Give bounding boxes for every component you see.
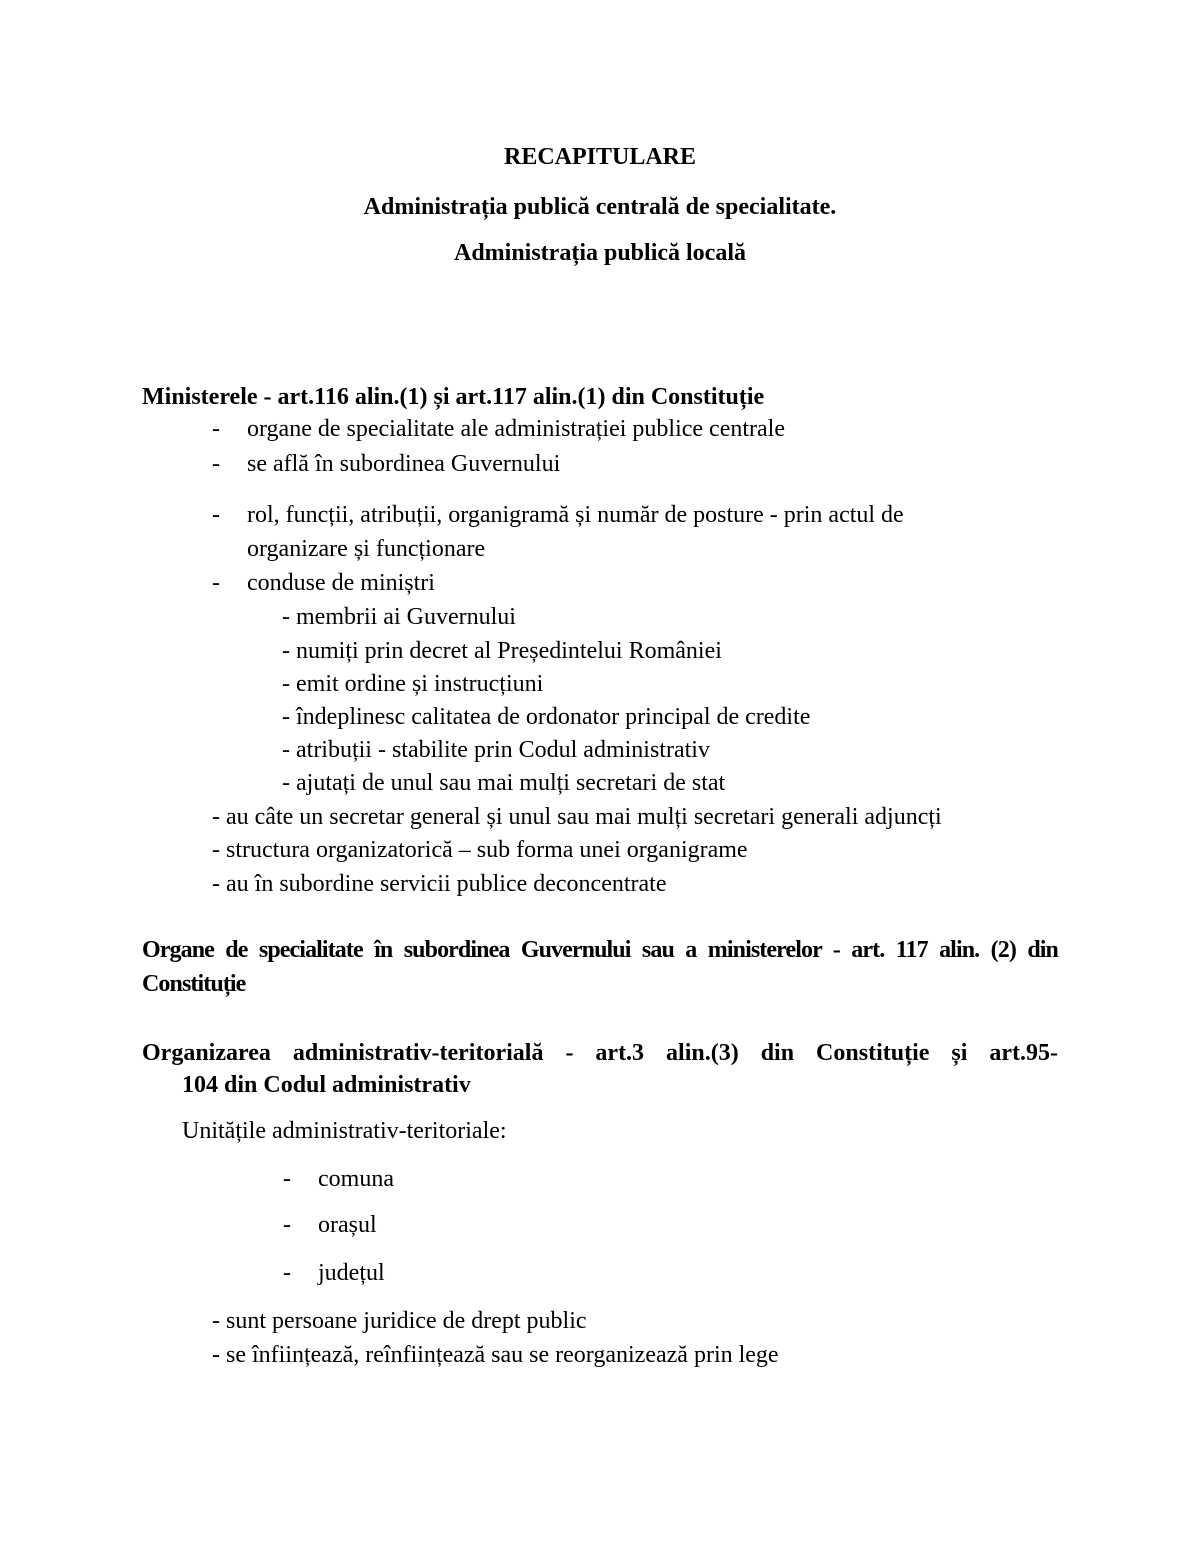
- bullet-dash: -: [212, 451, 220, 477]
- page-subtitle-2: Administrația publică locală: [453, 240, 747, 266]
- list-item: - au în subordine servicii publice deconcentrate: [212, 871, 667, 897]
- section-heading-organe: Organe de specialitate în subordinea Guvernului sau a ministerelor - art. 117 alin. (2) din: [142, 937, 1058, 963]
- list-item: se află în subordinea Guvernului: [247, 451, 561, 477]
- bullet-dash: -: [283, 1260, 291, 1286]
- section-heading-organizare-continuation: 104 din Codul administrativ: [182, 1072, 471, 1098]
- units-intro: Unitățile administrativ-teritoriale:: [182, 1118, 507, 1144]
- section-heading-organizare: Organizarea administrativ-teritorială - art.3 alin.(3) din Constituție și art.95-: [142, 1040, 1058, 1066]
- list-item: județul: [318, 1260, 385, 1286]
- bullet-dash: -: [212, 416, 220, 442]
- list-item: rol, funcții, atribuții, organigramă și număr de posture - prin actul de: [247, 502, 904, 528]
- sub-list-item: - ajutați de unul sau mai mulți secretari de stat: [282, 770, 726, 796]
- bullet-dash: -: [212, 502, 220, 528]
- sub-list-item: - atribuții - stabilite prin Codul administrativ: [282, 737, 710, 763]
- sub-list-item: - numiți prin decret al Președintelui României: [282, 638, 722, 664]
- sub-list-item: - emit ordine și instrucțiuni: [282, 671, 544, 697]
- bullet-dash: -: [283, 1212, 291, 1238]
- bullet-dash: -: [212, 570, 220, 596]
- list-item: organe de specialitate ale administrației publice centrale: [247, 416, 785, 442]
- sub-list-item: - membrii ai Guvernului: [282, 604, 516, 630]
- list-item: - au câte un secretar general și unul sau mai mulți secretari generali adjuncți: [212, 804, 942, 830]
- list-item: - sunt persoane juridice de drept public: [212, 1308, 587, 1334]
- section-heading-ministere: Ministerele - art.116 alin.(1) și art.117 alin.(1) din Constituție: [142, 384, 765, 410]
- bullet-dash: -: [283, 1166, 291, 1192]
- list-item: conduse de miniștri: [247, 570, 435, 596]
- list-item-continuation: organizare și funcționare: [247, 536, 486, 562]
- sub-list-item: - îndeplinesc calitatea de ordonator principal de credite: [282, 704, 811, 730]
- section-heading-organe-continuation: Constituție: [142, 971, 246, 997]
- list-item: - structura organizatorică – sub forma unei organigrame: [212, 837, 748, 863]
- page-subtitle-1: Administrația publică centrală de specialitate.: [363, 194, 837, 220]
- list-item: comuna: [318, 1166, 394, 1192]
- list-item: - se înființează, reînființează sau se reorganizează prin lege: [212, 1342, 779, 1368]
- list-item: orașul: [318, 1212, 377, 1238]
- page-title: RECAPITULARE: [503, 144, 697, 170]
